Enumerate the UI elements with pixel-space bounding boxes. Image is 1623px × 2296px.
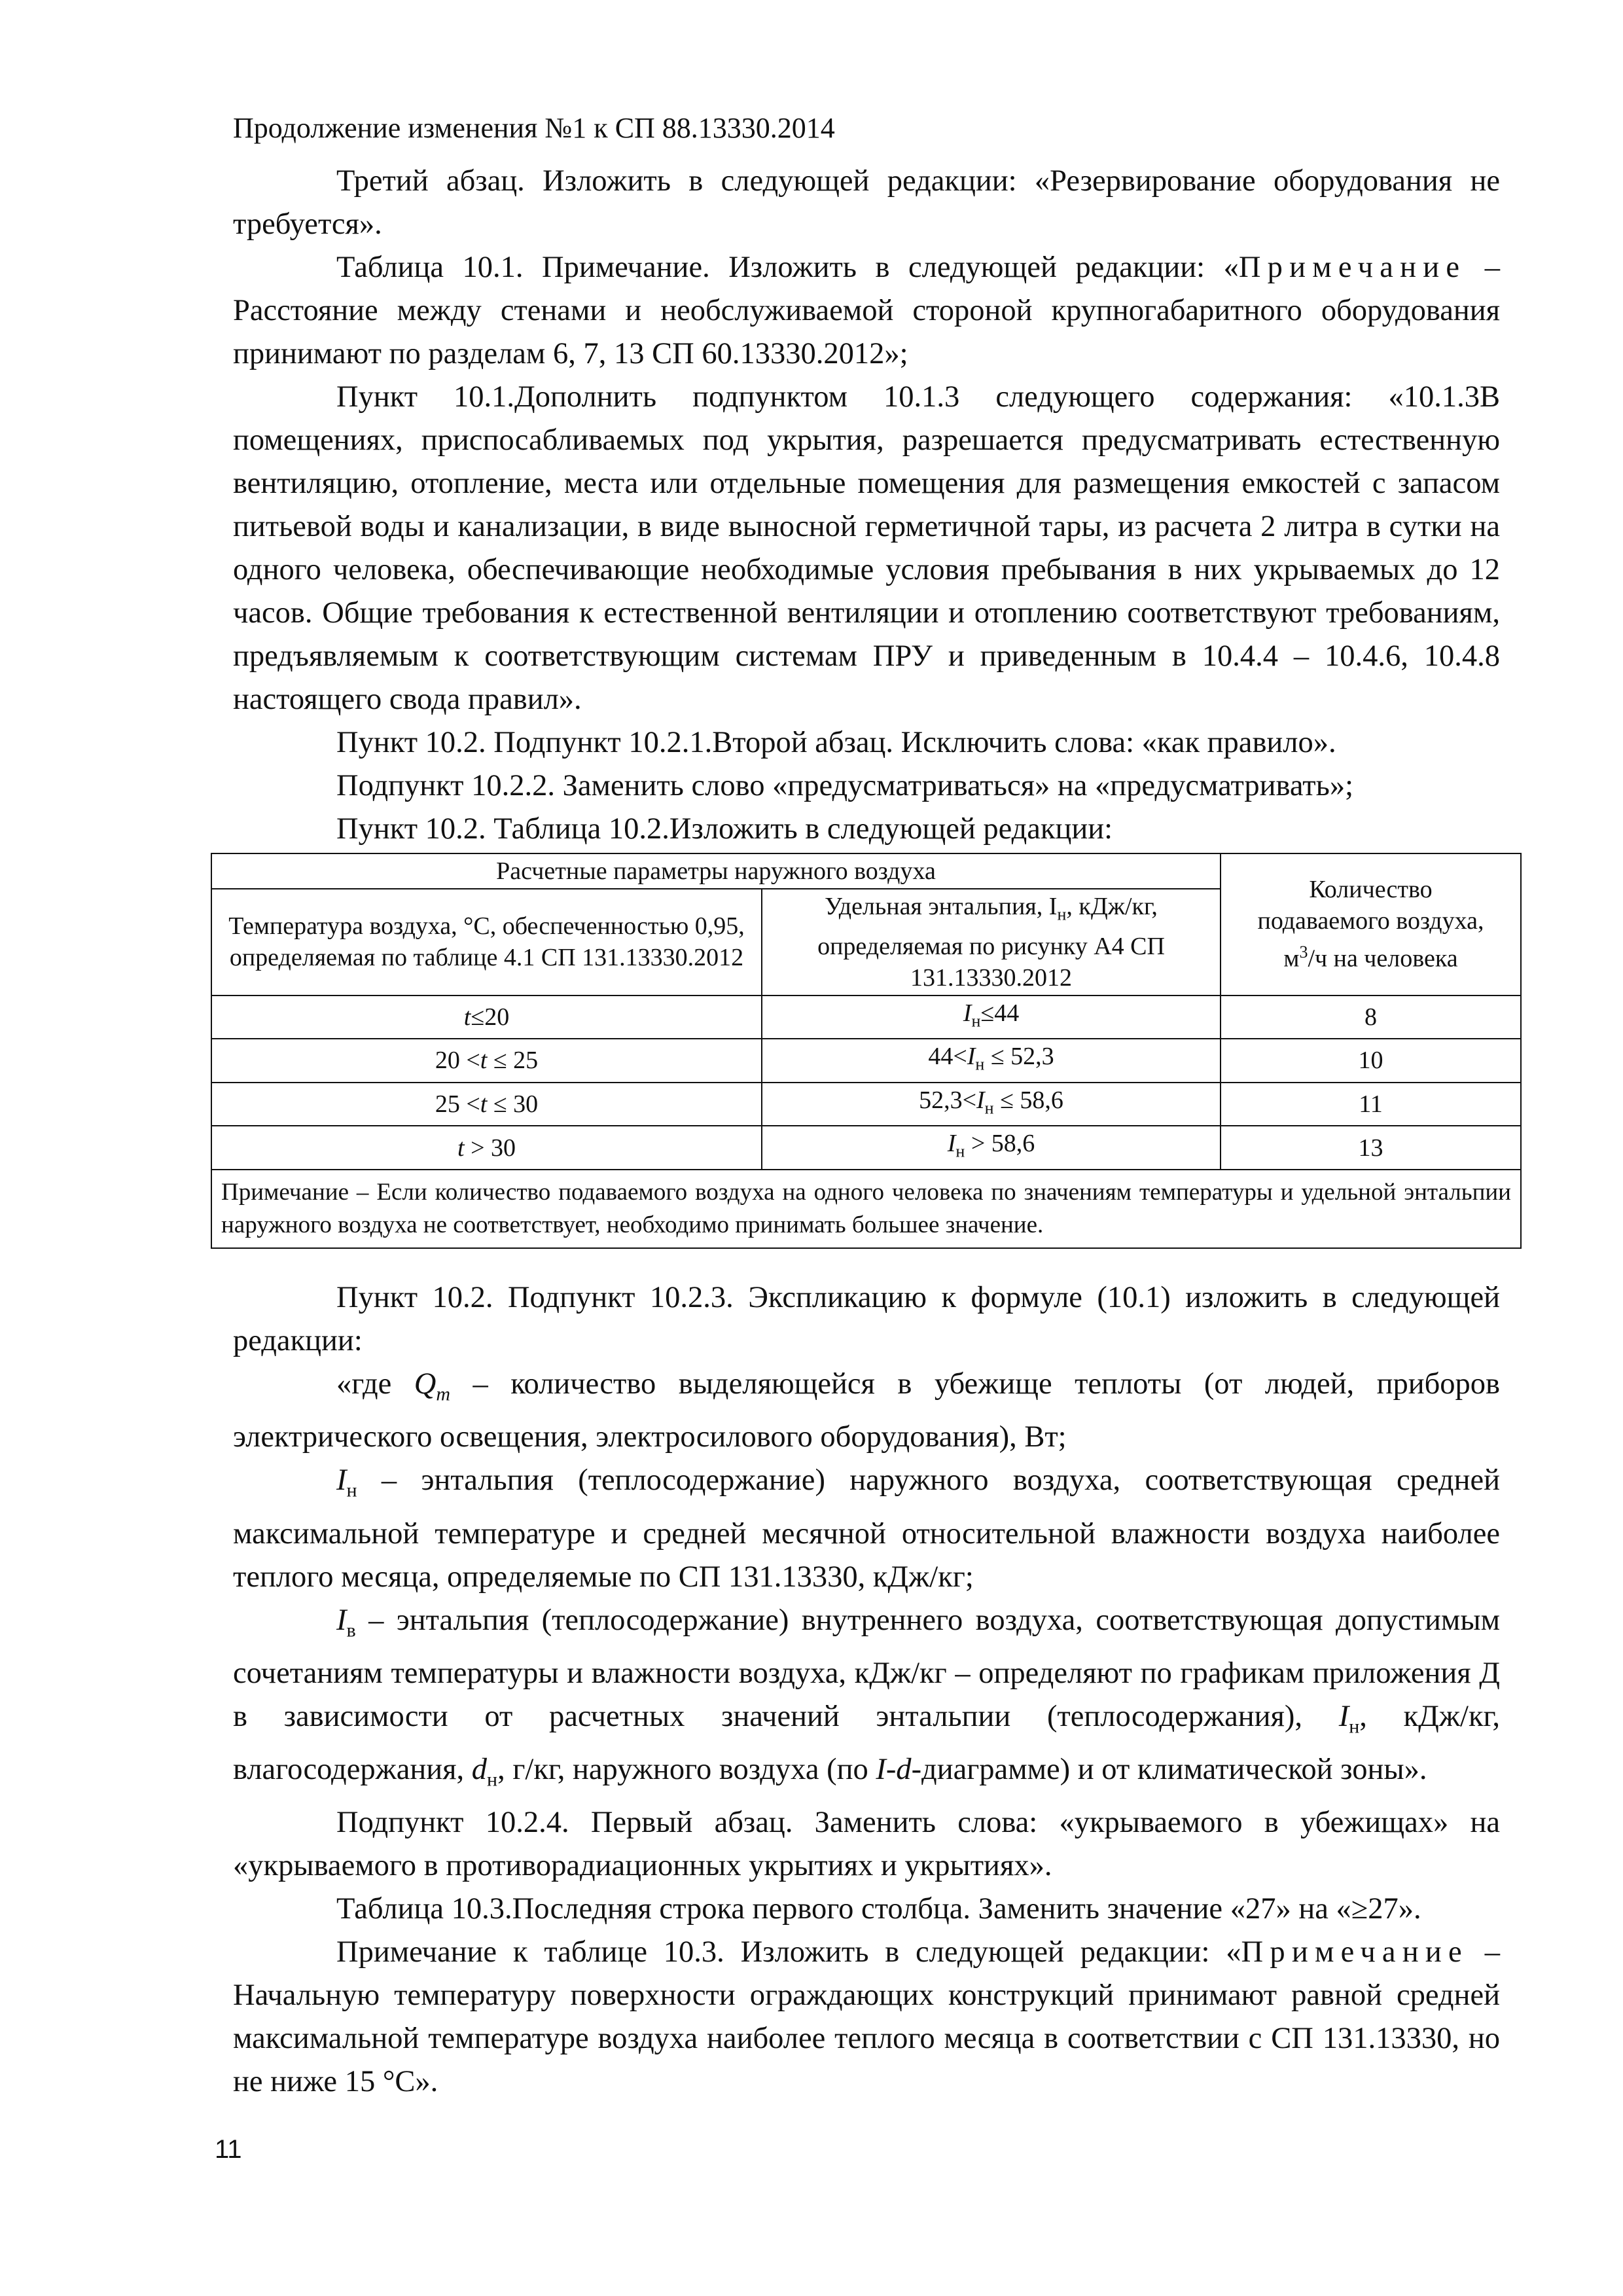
- paragraph-in: $I_н$ – энтальпия (теплосодержание) наружного воздуха, соответствующая средней максимальной температуре и средней месячной относительной влажности воздуха наиболее теплого месяца, определяемые по СП 131.13330, кДж/кг;: [233, 1463, 1500, 1594]
- paragraph-table-10-2-intro: Пункт 10.2. Таблица 10.2.Изложить в следующей редакции:: [336, 812, 1113, 846]
- note-label: Примечание: [1238, 251, 1467, 284]
- table-row: t > 30 $I_н > 58,6$ 13: [211, 1126, 1521, 1170]
- note-label: Примечание: [1241, 1935, 1469, 1969]
- paragraph-10-2-2: Подпункт 10.2.2. Заменить слово «предусматриваться» на «предусматривать»;: [336, 769, 1354, 802]
- table-note: Примечание – Если количество подаваемого воздуха на одного человека по значениям температуры и удельной энтальпии наружного воздуха не соответствует, необходимо принимать большее значение.: [211, 1170, 1521, 1248]
- paragraph-iv: $I_в$ – энтальпия (теплосодержание) внутреннего воздуха, соответствующая допустимым сочетаниям температуры и влажности воздуха, кДж/кг – определяют по графикам приложения Д в зависимости от расчетных значений энтальпии (теплосодержания), $I_н$, кДж/кг, влагосодержания, $d_н$, г/кг, наружного воздуха (по I-d-диаграмме) и от климатической зоны».: [233, 1603, 1500, 1791]
- paragraph-table-10-3: Таблица 10.3.Последняя строка первого столбца. Заменить значение «27» на «≥27».: [336, 1892, 1421, 1926]
- text-block-lower: [233, 1276, 1500, 2104]
- table-row: 25 <t ≤ 30 $52,3<I_н \le 58,6$ 11: [211, 1083, 1521, 1126]
- paragraph-table-10-3-note: Примечание к таблице 10.3. Изложить в следующей редакции: «Примечание – Начальную температуру поверхности ограждающих конструкций принимают равной средней максимальной температуре воздуха наиболее теплого месяца в соответствии с СП 131.13330, но не ниже 15 °С».: [233, 1935, 1500, 2099]
- paragraph-reservation: Третий абзац. Изложить в следующей редакции: «Резервирование оборудования не требуется».: [233, 164, 1500, 241]
- paragraph-10-2-4: Подпункт 10.2.4. Первый абзац. Заменить слова: «укрываемого в убежищах» на «укрываемого в противорадиационных укрытиях и укрытиях».: [233, 1806, 1500, 1883]
- header-enthalpy: Удельная энтальпия, $I_н$, кДж/кг, определяемая по рисунку А4 СП 131.13330.2012: [762, 889, 1221, 996]
- text-block-upper: [233, 160, 1500, 851]
- group-header-outdoor-air: Расчетные параметры наружного воздуха: [211, 853, 1221, 889]
- paragraph-10-2-3: Пункт 10.2. Подпункт 10.2.3. Экспликацию к формуле (10.1) изложить в следующей редакции:: [233, 1281, 1500, 1357]
- paragraph-10-1-3: Пункт 10.1.Дополнить подпунктом 10.1.3 следующего содержания: «10.1.3В помещениях, приспосабливаемых под укрытия, разрешается предусматривать естественную вентиляцию, отопление, места или отдельные помещения для размещения емкостей с запасом питьевой воды и канализации, в виде выносной герметичной тары, из расчета 2 литра в сутки на одного человека, обеспечивающие необходимые условия пребывания в них укрываемых до 12 часов. Общие требования к естественной вентиляции и отоплению соответствуют требованиям, предъявляемым к соответствующим системам ПРУ и приведенным в 10.4.4 – 10.4.6, 10.4.8 настоящего свода правил».: [233, 380, 1500, 716]
- header-air-quantity: Количество подаваемого воздуха, $м^3/ч$ на человека: [1221, 853, 1521, 996]
- page-number: 11: [215, 2135, 242, 2164]
- header-temperature: Температура воздуха, °С, обеспеченностью 0,95, определяемая по таблице 4.1 СП 131.13330.2012: [211, 889, 762, 996]
- paragraph-10-2-1: Пункт 10.2. Подпункт 10.2.1.Второй абзац. Исключить слова: «как правило».: [336, 726, 1336, 759]
- paragraph-qm: «где $Q_m$ – количество выделяющейся в убежище теплоты (от людей, приборов электрического освещения, электросилового оборудования), Вт;: [233, 1367, 1501, 1454]
- table-10-2: [211, 853, 1522, 1249]
- running-header: Продолжение изменения №1 к СП 88.13330.2014: [233, 112, 835, 144]
- paragraph-table-10-1-note: Таблица 10.1. Примечание. Изложить в следующей редакции: «Примечание – Расстояние между стенами и необслуживаемой стороной крупногабаритного оборудования принимают по разделам 6, 7, 13 СП 60.13330.2012»;: [233, 251, 1500, 370]
- table-row: t≤20 $I_н\le 44$ 8: [211, 996, 1521, 1039]
- table-row: 20 <t ≤ 25 $44<I_н \le 52,3$ 10: [211, 1039, 1521, 1083]
